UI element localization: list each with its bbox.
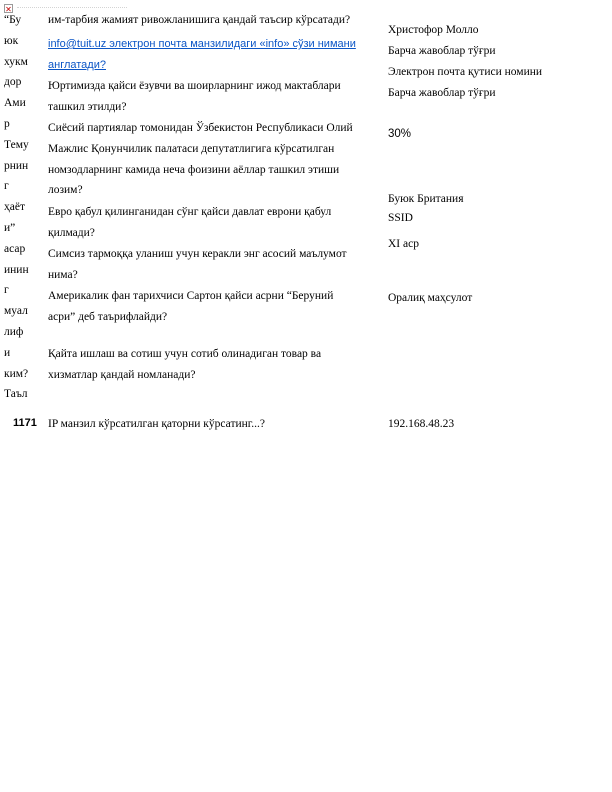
- question-cell: [48, 286, 378, 328]
- left-column-line: дор: [4, 76, 22, 89]
- left-column-line: асар: [4, 242, 26, 255]
- left-column-line: Тему: [4, 138, 29, 151]
- question-line: Мажлис Қонунчилик палатаси депутатлигига кўрсатилган: [48, 142, 335, 155]
- question-line: асри” деб таърифлайди?: [48, 310, 168, 323]
- left-column-line: “Бу: [4, 14, 22, 26]
- broken-image-icon: ✕: [5, 5, 12, 14]
- question-cell: IP манзил кўрсатилган қаторни кўрсатинг...?: [48, 418, 265, 430]
- left-column-line: инин: [4, 263, 29, 276]
- answer-cell: 30%: [388, 128, 412, 140]
- question-cell: [48, 76, 378, 118]
- question-line: Юртимизда қайси ёзувчи ва шоирларнинг ижод мактаблари: [48, 80, 341, 92]
- left-column-line: ким?: [4, 367, 29, 380]
- faint-header-line: [17, 7, 127, 8]
- question-cell: [48, 118, 378, 201]
- answer-cell: Буюк Британия: [388, 193, 464, 205]
- question-line: нима?: [48, 268, 78, 281]
- question-line: Америкалик фан тарихчиси Сартон қайси асрни “Беруний: [48, 290, 334, 302]
- left-column-line: юк: [4, 34, 19, 47]
- question-line-link[interactable]: info@tuit.uz электрон почта манзилидаги «info» сўзи нимани: [48, 38, 356, 50]
- answer-cell: Оралиқ маҳсулот: [388, 292, 473, 304]
- left-column-line: лиф: [4, 325, 24, 338]
- question-line: лозим?: [48, 184, 83, 197]
- question-line: номзодларнинг камида неча фоизини аёллар ташкил этиши: [48, 163, 340, 176]
- question-line: Евро қабул қилинганидан сўнг қайси давлат еврони қабул: [48, 206, 332, 218]
- left-column-question: [4, 10, 40, 405]
- left-column-line: Ами: [4, 97, 26, 110]
- question-line: ташкил этилди?: [48, 100, 127, 113]
- question-line: қилмади?: [48, 226, 95, 239]
- answer-cell: XI аср: [388, 238, 419, 250]
- question-cell: [48, 344, 378, 386]
- question-line: хизматлар қандай номланади?: [48, 368, 196, 381]
- left-column-line: хукм: [4, 55, 28, 68]
- row-number: 1171: [13, 417, 37, 429]
- left-column-line: р: [4, 117, 10, 130]
- question-line: Сиёсий партиялар томонидан Ўзбекистон Республикаси Олий: [48, 122, 353, 134]
- question-line: им-тарбия жамият ривожланишига қандай таъсир кўрсатади?: [48, 14, 351, 26]
- question-line: Симсиз тармоққа уланиш учун керакли энг асосий маълумот: [48, 248, 347, 260]
- question-line-link[interactable]: англатади?: [48, 58, 106, 71]
- answer-cell: Христофор Молло: [388, 24, 479, 36]
- answer-cell: Электрон почта қутиси номини: [388, 66, 543, 78]
- left-column-line: рнин: [4, 159, 29, 172]
- question-cell: [48, 10, 378, 31]
- left-column-line: ҳаёт: [4, 201, 25, 214]
- answer-cell: Барча жавоблар тўғри: [388, 87, 496, 99]
- left-column-line: муал: [4, 305, 28, 318]
- answer-cell: 192.168.48.23: [388, 418, 455, 430]
- left-column-line: г: [4, 180, 9, 193]
- answer-cell: SSID: [388, 212, 413, 224]
- left-column-line: и: [4, 346, 11, 359]
- left-column-line: г: [4, 284, 9, 297]
- question-line: Қайта ишлаш ва сотиш учун сотиб олинадиган товар ва: [48, 348, 322, 360]
- question-cell: [48, 34, 378, 76]
- answer-cell: Барча жавоблар тўғри: [388, 45, 496, 57]
- question-cell: [48, 202, 378, 244]
- left-column-line: Таъл: [4, 388, 28, 401]
- question-cell: [48, 244, 378, 286]
- left-column-line: и”: [4, 221, 16, 234]
